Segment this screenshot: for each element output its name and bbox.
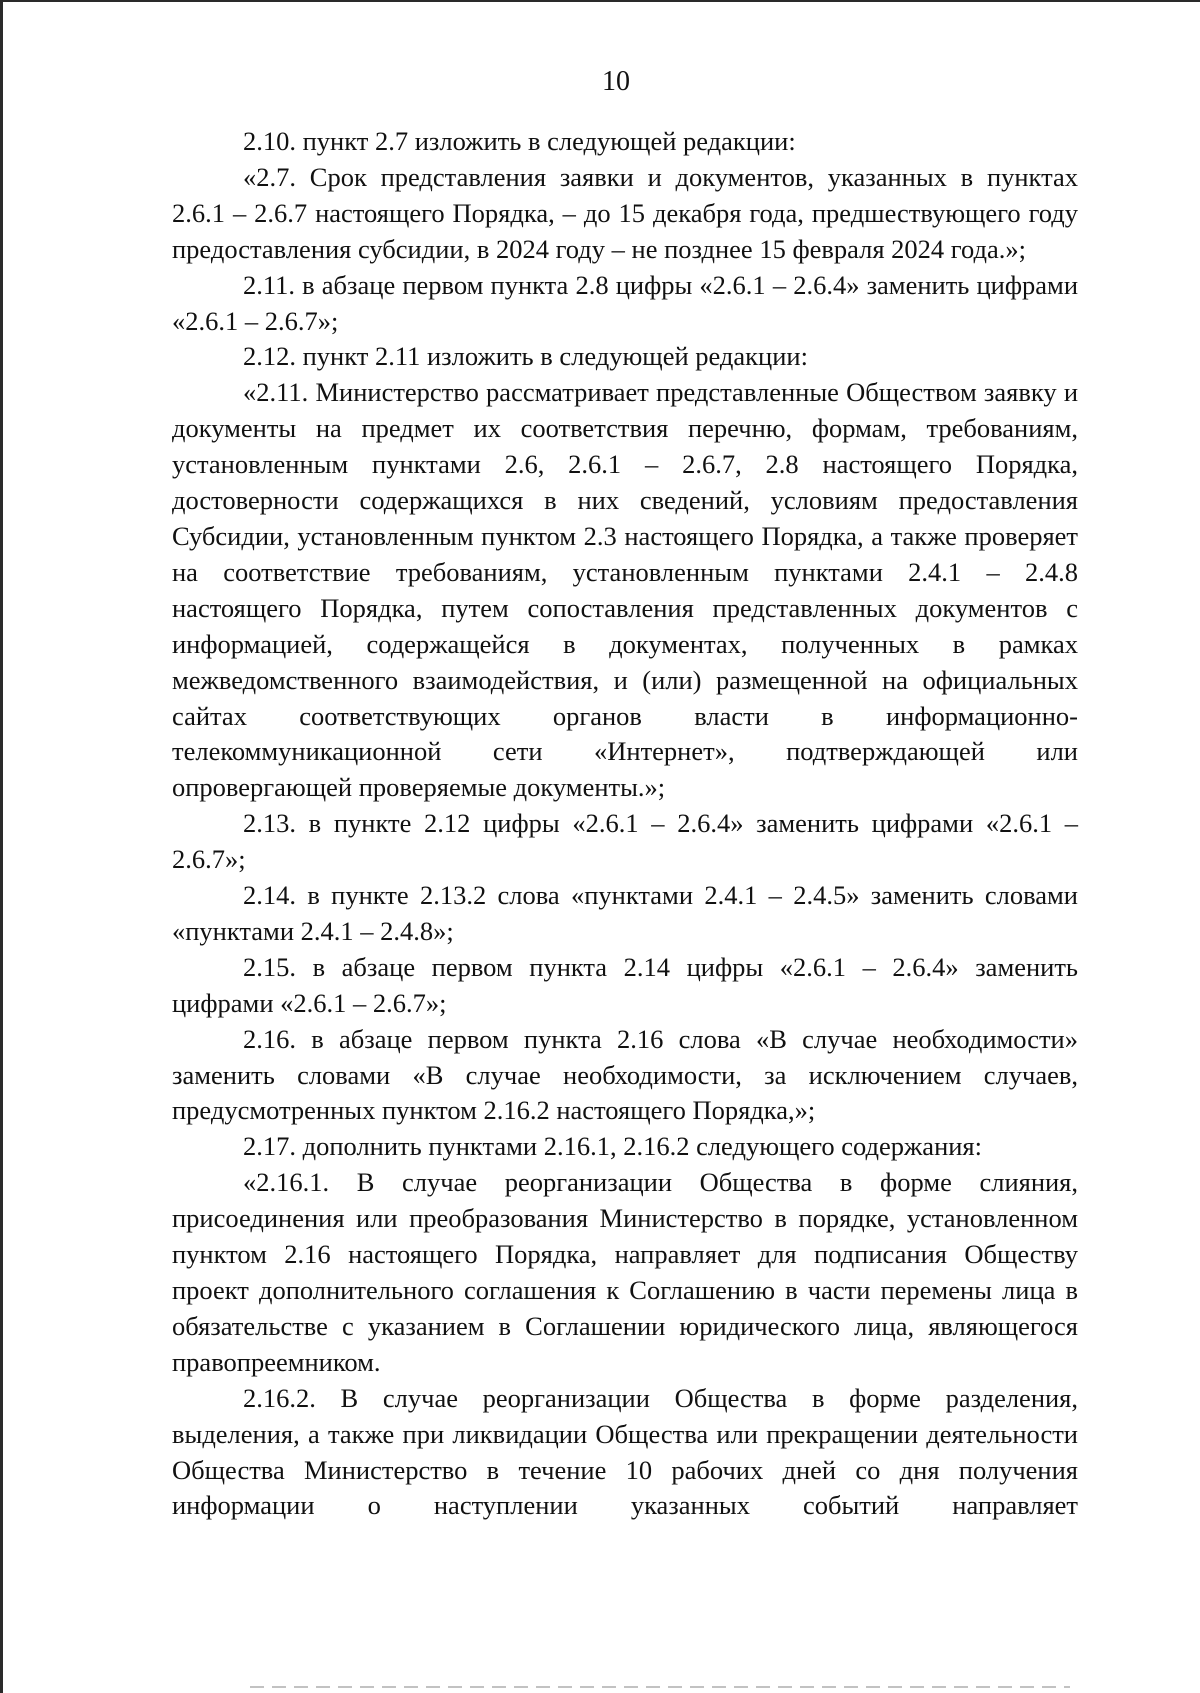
paragraph-2-16-2-text: 2.16.2. В случае реорганизации Общества в форме разделения, выделения, а также при ликвидации Общества или прекращении деятельности Общества Министерство в течение 10 рабочих дней со дня получения информации о наступлении указанных событий направляет [172,1382,1078,1521]
paragraph-2-12: 2.12. пункт 2.11 изложить в следующей редакции: [243,341,808,372]
paragraph-2-14: 2.14. в пункте 2.13.2 слова «пунктами 2.4.1 – 2.4.5» заменить словами «пунктами 2.4.1 – 2.4.8»; [172,880,1078,946]
scan-bottom-trace [250,1686,1070,1688]
paragraph-2-10: 2.10. пункт 2.7 изложить в следующей редакции: [243,126,796,156]
paragraph-2-15: 2.15. в абзаце первом пункта 2.14 цифры «2.6.1 – 2.6.4» заменить цифрами «2.6.1 – 2.6.7»; [172,951,1078,1018]
paragraph-2-11-text: «2.11. Министерство рассматривает представленные Обществом заявку и документы на предмет их соответствия перечню, формам, требованиям, установленным пунктами 2.6, 2.6.1 – 2.6.7, 2.8 настоящего Порядка, достоверности содержащихся в них сведений, условиям предоставления Субсидии, установленным пунктом 2.3 настоящего Порядка, а также проверяет на соответствие требованиям, установленным пунктами 2.4.1 – 2.4.8 настоящего Порядка, путем сопоставления представленных документов с информацией, содержащейся в документах, полученных в рамках межведомственного взаимодействия, и (или) размещенной на официальных сайтах соответствующих органов власти в информационно-телекоммуникационной сети «Интернет», подтверждающей или опровергающей проверяемые документы.»; [172,377,1078,803]
document-body [172,124,1078,1524]
paragraph-2-16: 2.16. в абзаце первом пункта 2.16 слова «В случае необходимости» заменить словами «В случае необходимости, за исключением случаев, предусмотренных пунктом 2.16.2 настоящего Порядка,»; [172,1023,1078,1126]
page-number: 10 [602,66,630,97]
paragraph-2-11: 2.11. в абзаце первом пункта 2.8 цифры «2.6.1 – 2.6.4» заменить цифрами «2.6.1 – 2.6.7»; [172,269,1078,336]
paragraph-2-17: 2.17. дополнить пунктами 2.16.1, 2.16.2 следующего содержания: [243,1131,982,1162]
paragraph-2-13: 2.13. в пункте 2.12 цифры «2.6.1 – 2.6.4» заменить цифрами «2.6.1 – 2.6.7»; [172,808,1078,875]
paragraph-2-16-1-text: «2.16.1. В случае реорганизации Общества в форме слияния, присоединения или преобразования Министерство в порядке, установленном пунктом 2.16 настоящего Порядка, направляет для подписания Обществу проект дополнительного соглашения к Соглашению в части перемены лица в обязательстве с указанием в Соглашении юридического лица, являющегося правопреемником. [172,1167,1078,1377]
scan-edge-top [0,0,1200,2]
paragraph-2-7-text: «2.7. Срок представления заявки и документов, указанных в пунктах 2.6.1 – 2.6.7 настоящего Порядка, – до 15 декабря года, предшествующего году предоставления субсидии, в 2024 году – не позднее 15 февраля 2024 года.»; [172,161,1078,264]
scan-edge-left [0,0,3,1693]
